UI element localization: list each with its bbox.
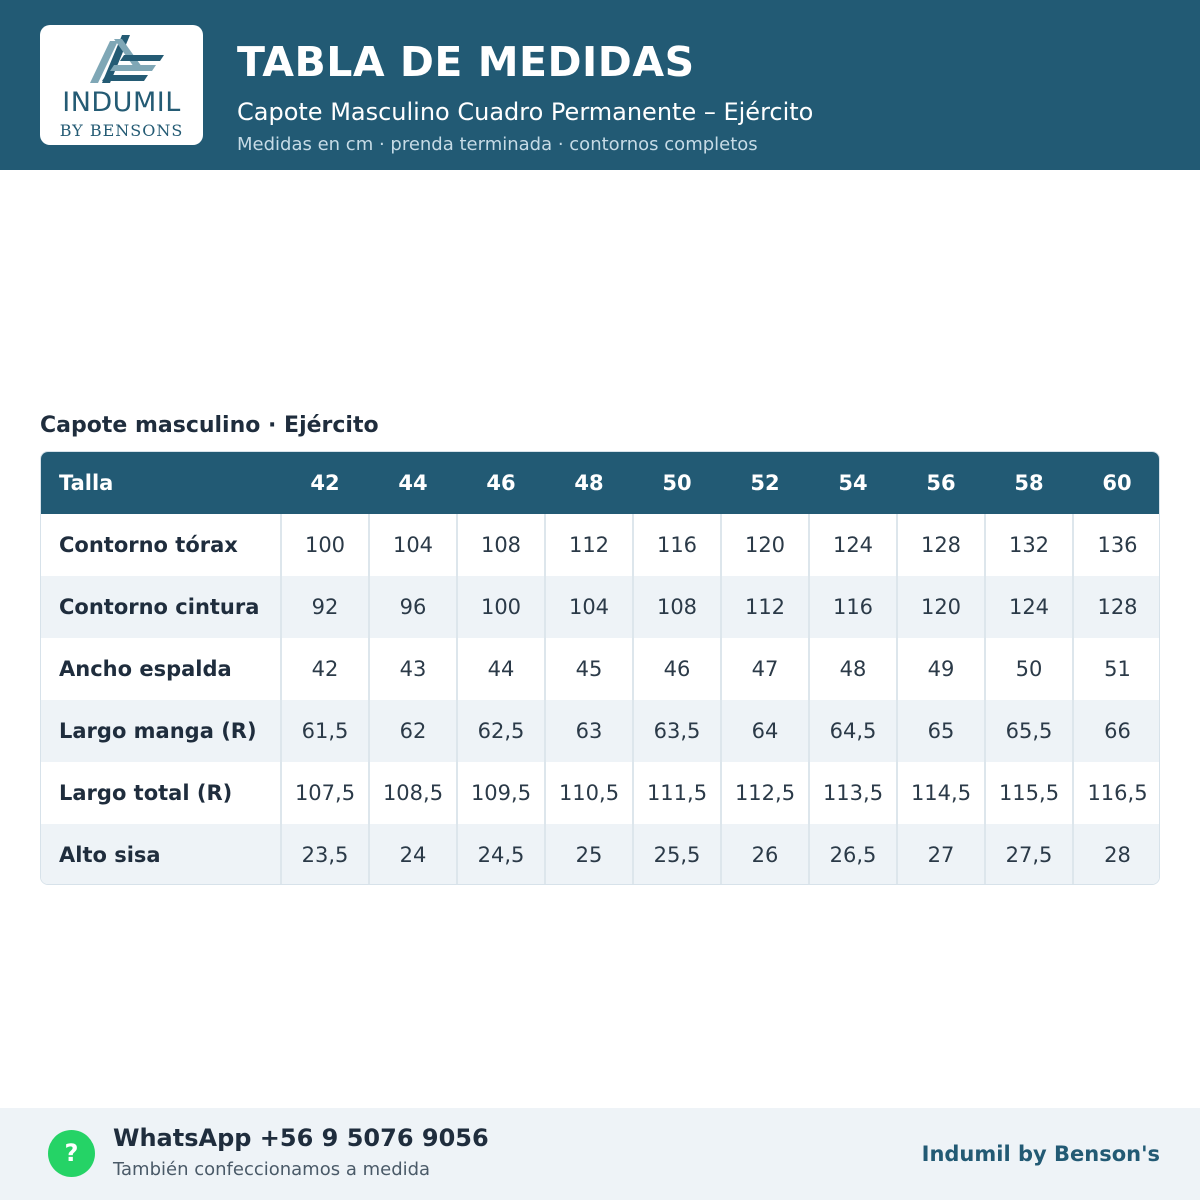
measurement-value: 28 xyxy=(1073,824,1160,885)
measurement-value: 51 xyxy=(1073,638,1160,700)
header-label-cell: Talla xyxy=(59,471,114,495)
measurement-value: 104 xyxy=(545,576,633,638)
size-header-cell: 58 xyxy=(1014,471,1044,495)
whatsapp-icon[interactable]: ? xyxy=(48,1130,95,1177)
table-header-row xyxy=(41,452,1160,514)
table-row xyxy=(41,700,1160,762)
measurement-label: Contorno cintura xyxy=(59,595,260,619)
measurement-value: 49 xyxy=(897,638,985,700)
measurement-value: 42 xyxy=(281,638,369,700)
measurement-value: 43 xyxy=(369,638,457,700)
measurement-value: 65,5 xyxy=(985,700,1073,762)
table-row xyxy=(41,638,1160,700)
measurement-value: 116 xyxy=(809,576,897,638)
measurement-value: 116,5 xyxy=(1073,762,1160,824)
measurement-value: 100 xyxy=(281,514,369,576)
measurement-value: 44 xyxy=(457,638,545,700)
brand-name: Indumil by Benson's xyxy=(921,1142,1160,1166)
measurement-value: 25,5 xyxy=(633,824,721,885)
header xyxy=(0,0,1200,170)
measurement-value: 111,5 xyxy=(633,762,721,824)
measurement-value: 120 xyxy=(721,514,809,576)
measurement-value: 136 xyxy=(1073,514,1160,576)
measurement-value: 92 xyxy=(281,576,369,638)
measurement-value: 63 xyxy=(545,700,633,762)
measurement-value: 65 xyxy=(897,700,985,762)
measurement-value: 61,5 xyxy=(281,700,369,762)
table-row xyxy=(41,824,1160,885)
measurement-value: 66 xyxy=(1073,700,1160,762)
logo-name: INDUMIL xyxy=(62,87,181,118)
measurement-value: 62,5 xyxy=(457,700,545,762)
measurement-value: 107,5 xyxy=(281,762,369,824)
custom-tailoring-note: También confeccionamos a medida xyxy=(113,1159,431,1180)
size-header-cell: 60 xyxy=(1102,471,1132,495)
measurement-value: 116 xyxy=(633,514,721,576)
measurement-value: 47 xyxy=(721,638,809,700)
measurement-value: 112,5 xyxy=(721,762,809,824)
logo-subname: BY BENSONS xyxy=(59,121,184,140)
measurement-label: Largo total (R) xyxy=(59,781,233,805)
measurement-value: 48 xyxy=(809,638,897,700)
size-header-cell: 56 xyxy=(926,471,956,495)
measurement-value: 109,5 xyxy=(457,762,545,824)
logo xyxy=(40,25,203,145)
measurement-value: 26,5 xyxy=(809,824,897,885)
size-header-cell: 46 xyxy=(486,471,516,495)
measurement-value: 108 xyxy=(633,576,721,638)
measurement-value: 100 xyxy=(457,576,545,638)
logo-mark-icon xyxy=(84,31,164,85)
measurement-value: 25 xyxy=(545,824,633,885)
measurement-value: 64 xyxy=(721,700,809,762)
page-subtitle: Capote Masculino Cuadro Permanente – Ejército xyxy=(237,98,814,126)
measurement-value: 96 xyxy=(369,576,457,638)
measurement-value: 110,5 xyxy=(545,762,633,824)
size-header-cell: 44 xyxy=(398,471,428,495)
measurement-value: 64,5 xyxy=(809,700,897,762)
measurement-value: 24,5 xyxy=(457,824,545,885)
measurement-value: 128 xyxy=(1073,576,1160,638)
table-row xyxy=(41,514,1160,576)
measurement-value: 124 xyxy=(985,576,1073,638)
measurement-label: Contorno tórax xyxy=(59,533,238,557)
measurement-value: 45 xyxy=(545,638,633,700)
measurement-value: 108 xyxy=(457,514,545,576)
measurement-value: 132 xyxy=(985,514,1073,576)
measurement-label: Alto sisa xyxy=(59,843,161,867)
measurement-value: 104 xyxy=(369,514,457,576)
measurement-value: 114,5 xyxy=(897,762,985,824)
measurement-value: 27,5 xyxy=(985,824,1073,885)
measurement-value: 108,5 xyxy=(369,762,457,824)
measurement-label: Largo manga (R) xyxy=(59,719,257,743)
size-header-cell: 50 xyxy=(662,471,692,495)
measurement-value: 120 xyxy=(897,576,985,638)
measurement-value: 128 xyxy=(897,514,985,576)
page-title: TABLA DE MEDIDAS xyxy=(237,38,695,86)
measurement-value: 23,5 xyxy=(281,824,369,885)
table-row xyxy=(41,762,1160,824)
table-row xyxy=(41,576,1160,638)
size-header-cell: 54 xyxy=(838,471,868,495)
measurement-note: Medidas en cm · prenda terminada · contornos completos xyxy=(237,134,758,155)
measurement-value: 124 xyxy=(809,514,897,576)
measurement-value: 50 xyxy=(985,638,1073,700)
footer xyxy=(0,1108,1200,1200)
size-header-cell: 42 xyxy=(310,471,340,495)
measurement-label: Ancho espalda xyxy=(59,657,232,681)
measurement-value: 112 xyxy=(545,514,633,576)
measurement-value: 112 xyxy=(721,576,809,638)
whatsapp-contact[interactable]: WhatsApp +56 9 5076 9056 xyxy=(113,1124,489,1152)
measurement-value: 115,5 xyxy=(985,762,1073,824)
measurement-value: 24 xyxy=(369,824,457,885)
size-header-cell: 48 xyxy=(574,471,604,495)
section-title: Capote masculino · Ejército xyxy=(40,413,379,438)
measurement-value: 62 xyxy=(369,700,457,762)
measurement-value: 27 xyxy=(897,824,985,885)
size-table xyxy=(40,451,1160,885)
size-header-cell: 52 xyxy=(750,471,780,495)
measurement-value: 63,5 xyxy=(633,700,721,762)
measurement-value: 26 xyxy=(721,824,809,885)
measurement-value: 113,5 xyxy=(809,762,897,824)
measurement-value: 46 xyxy=(633,638,721,700)
